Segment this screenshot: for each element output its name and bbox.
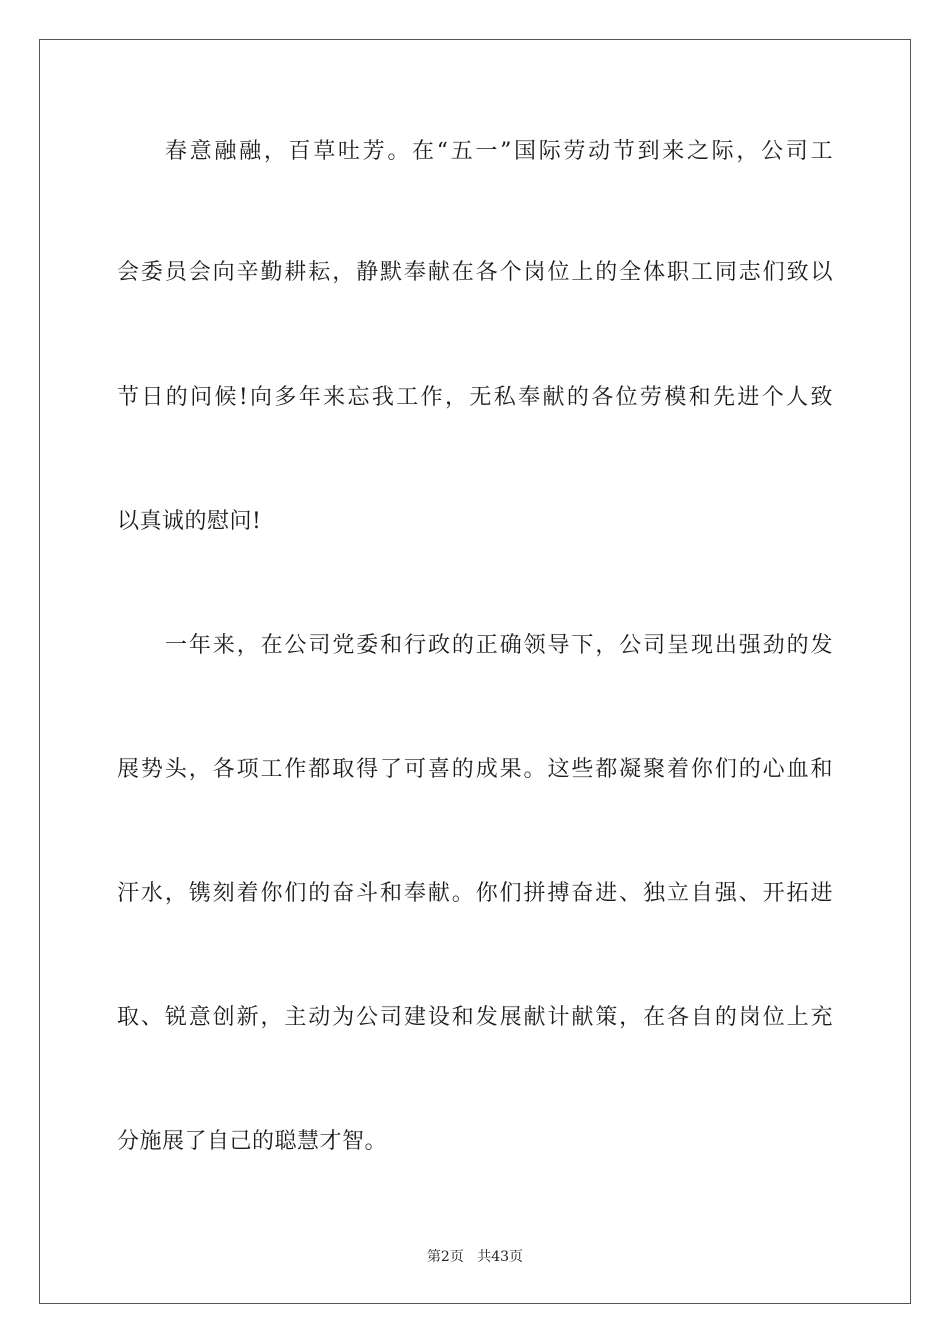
paragraph-2-line-1: 一年来，在公司党委和行政的正确领导下，公司呈现出强劲的发	[165, 633, 833, 658]
total-pages: 共43页	[477, 1249, 524, 1265]
paragraph-1-line-4: 以真诚的慰问!	[117, 509, 262, 534]
paragraph-2-line-2: 展势头，各项工作都取得了可喜的成果。这些都凝聚着你们的心血和	[117, 757, 833, 782]
paragraph-1-line-3: 节日的问候!向多年来忘我工作，无私奉献的各位劳模和先进个人致	[117, 385, 833, 410]
paragraph-2-line-4: 取、锐意创新，主动为公司建设和发展献计献策，在各自的岗位上充	[117, 1005, 833, 1030]
paragraph-2-line-3: 汗水，镌刻着你们的奋斗和奉献。你们拼搏奋进、独立自强、开拓进	[117, 881, 833, 906]
page-number: 第2页	[426, 1249, 464, 1265]
page-footer	[0, 1248, 950, 1266]
paragraph-1-line-1: 春意融融，百草吐芳。在“五一”国际劳动节到来之际，公司工	[165, 139, 833, 164]
page-border	[39, 39, 911, 1304]
paragraph-1-line-2: 会委员会向辛勤耕耘，静默奉献在各个岗位上的全体职工同志们致以	[117, 260, 833, 285]
paragraph-2-line-5: 分施展了自己的聪慧才智。	[117, 1129, 388, 1154]
